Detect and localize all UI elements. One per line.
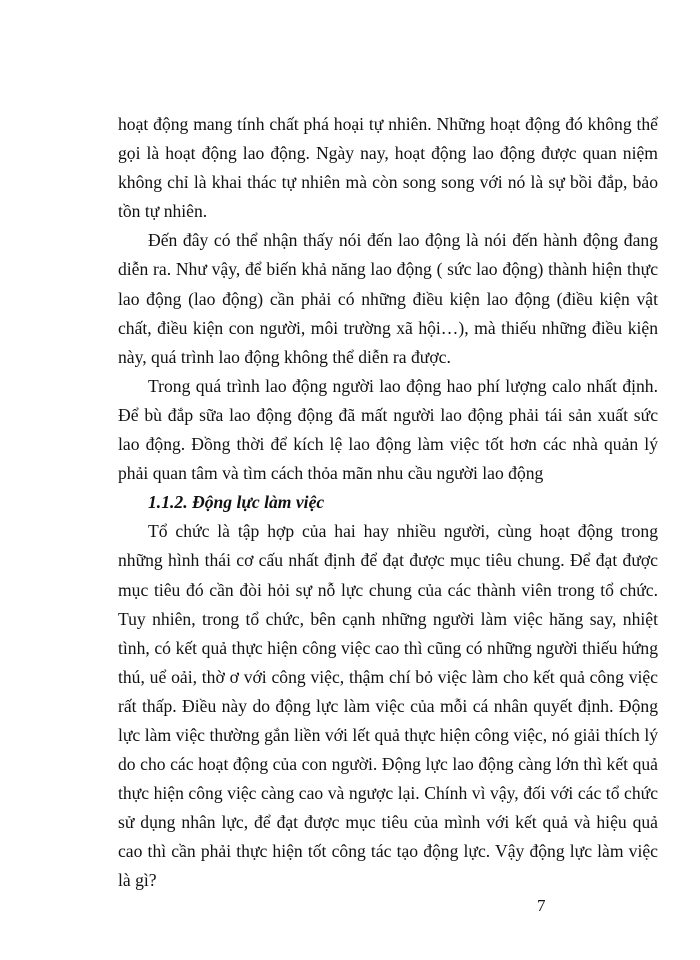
paragraph-continuation: hoạt động mang tính chất phá hoại tự nhiên. Những hoạt động đó không thể gọi là hoạt động lao động. Ngày nay, hoạt động lao động được quan niệm không chỉ là khai thác tự nhiên mà còn song song với nó là sự bồi đắp, bảo tồn tự nhiên. xyxy=(118,114,658,222)
paragraph-labor-conditions: Đến đây có thể nhận thấy nói đến lao động là nói đến hành động đang diễn ra. Như vậy, để biến khả năng lao động ( sức lao động) thành hiện thực lao động (lao động) cần phải có những điều kiện lao động (điều kiện vật chất, điều kiện con người, môi trường xã hội…), mà thiếu những điều kiện này, quá trình lao động không thể diễn ra được. xyxy=(118,230,658,367)
section-heading: 1.1.2. Động lực làm việc xyxy=(148,492,325,513)
page-body xyxy=(118,110,658,896)
page-number: 7 xyxy=(537,896,546,915)
paragraph-work-motivation: Tổ chức là tập hợp của hai hay nhiều người, cùng hoạt động trong những hình thái cơ cấu nhất định để đạt được mục tiêu chung. Để đạt được mục tiêu đó cần đòi hỏi sự nỗ lực chung của các thành viên trong tổ chức. Tuy nhiên, trong tổ chức, bên cạnh những người làm việc hăng say, nhiệt tình, có kết quả thực hiện công việc cao thì cũng có những người thiếu hứng thú, uể oải, thờ ơ với công việc, thậm chí bỏ việc làm cho kết quả công việc rất thấp. Điều này do động lực làm việc của mỗi cá nhân quyết định. Động lực làm việc thường gắn liền với lết quả thực hiện công việc, nó giải thích lý do cho các hoạt động của con người. Động lực lao động càng lớn thì kết quả thực hiện công việc càng cao và ngược lại. Chính vì vậy, đối với các tổ chức sử dụng nhân lực, để đạt được mục tiêu của mình với kết quả và hiệu quả cao thì cần phải thực hiện tốt công tác tạo động lực. Vậy động lực làm việc là gì? xyxy=(118,521,658,891)
paragraph-labor-reproduction: Trong quá trình lao động người lao động hao phí lượng calo nhất định. Để bù đắp sữa lao động động đã mất người lao động phải tái sản xuất sức lao động. Đồng thời để kích lệ lao động làm việc tốt hơn các nhà quản lý phải quan tâm và tìm cách thỏa mãn nhu cầu người lao động xyxy=(118,375,658,484)
